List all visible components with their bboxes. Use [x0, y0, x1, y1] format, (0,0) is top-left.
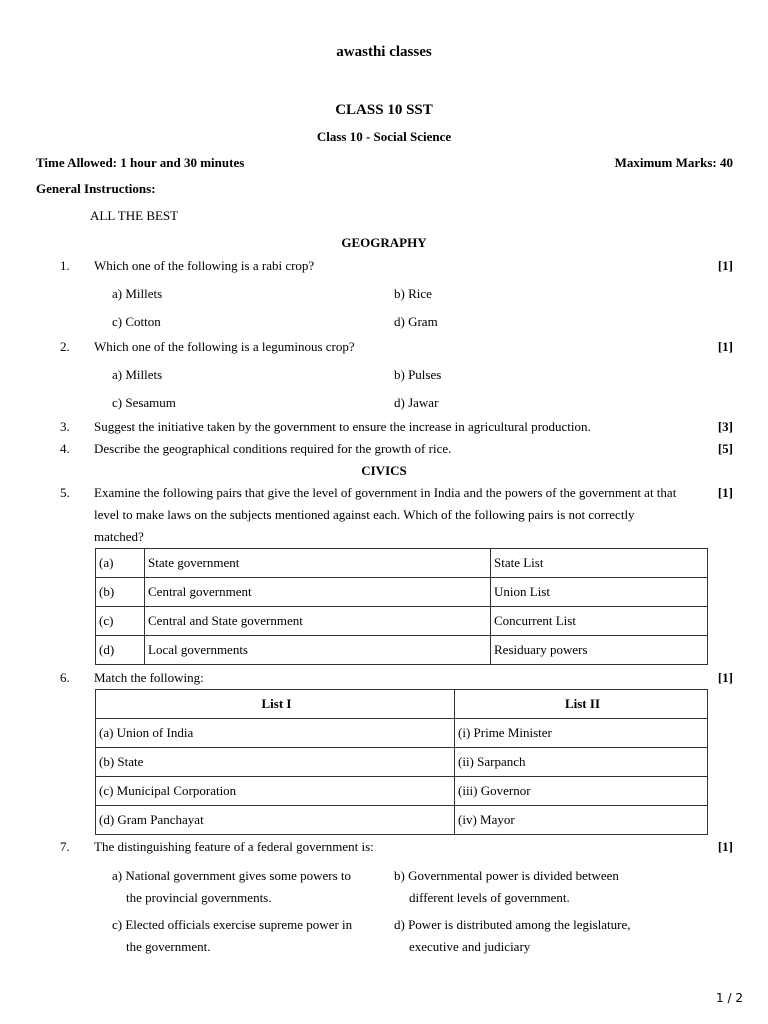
section-civics: CIVICS — [361, 463, 407, 478]
question-marks: [1] — [717, 339, 733, 354]
option-b: b) Pulses — [394, 367, 442, 382]
option-a: a) National government gives some powers to — [112, 868, 351, 883]
option-b: b) Rice — [394, 286, 432, 301]
question-text-line: matched? — [94, 529, 144, 544]
question-number: 6. — [60, 670, 70, 685]
table-cell: (iv) Mayor — [455, 806, 708, 835]
question-text: Match the following: — [94, 670, 204, 685]
table-cell: (d) Gram Panchayat — [96, 806, 455, 835]
table-row — [96, 578, 708, 607]
maximum-marks: Maximum Marks: 40 — [614, 155, 733, 170]
option-d: d) Gram — [394, 314, 438, 329]
table-cell: (b) — [96, 578, 145, 607]
question-marks: [1] — [717, 839, 733, 854]
question-number: 4. — [60, 441, 70, 456]
table-cell: (a) Union of India — [96, 719, 455, 748]
option-d: d) Jawar — [394, 395, 439, 410]
question-marks: [1] — [717, 258, 733, 273]
table-header-row — [96, 690, 708, 719]
option-c: c) Sesamum — [112, 395, 176, 410]
table-cell: Central government — [145, 578, 491, 607]
option-d: d) Power is distributed among the legislature, — [394, 917, 631, 932]
question-marks: [5] — [717, 441, 733, 456]
section-geography: GEOGRAPHY — [341, 235, 427, 250]
table-cell: (a) — [96, 549, 145, 578]
table-cell: State government — [145, 549, 491, 578]
table-row — [96, 719, 708, 748]
table-row — [96, 806, 708, 835]
option-c-continued: the government. — [126, 939, 211, 954]
question-marks: [1] — [717, 670, 733, 685]
table-cell: Local governments — [145, 636, 491, 665]
table-cell: (iii) Governor — [455, 777, 708, 806]
table-header: List I — [96, 690, 455, 719]
option-a: a) Millets — [112, 286, 163, 301]
institute-name: awasthi classes — [336, 44, 432, 60]
table-cell: (d) — [96, 636, 145, 665]
option-b-continued: different levels of government. — [409, 890, 570, 905]
table-cell: Residuary powers — [491, 636, 708, 665]
question-number: 7. — [60, 839, 70, 854]
table-row — [96, 748, 708, 777]
question-number: 1. — [60, 258, 70, 273]
table-cell: (i) Prime Minister — [455, 719, 708, 748]
table-cell: (ii) Sarpanch — [455, 748, 708, 777]
page-subtitle: Class 10 - Social Science — [316, 129, 452, 144]
table-row — [96, 549, 708, 578]
government-powers-table — [95, 548, 708, 665]
question-number: 2. — [60, 339, 70, 354]
option-d-continued: executive and judiciary — [409, 939, 531, 954]
table-row — [96, 777, 708, 806]
option-a-continued: the provincial governments. — [126, 890, 272, 905]
table-cell: (c) Municipal Corporation — [96, 777, 455, 806]
table-cell: State List — [491, 549, 708, 578]
option-c: c) Cotton — [112, 314, 161, 329]
table-cell: (b) State — [96, 748, 455, 777]
question-number: 5. — [60, 485, 70, 500]
question-text: Suggest the initiative taken by the government to ensure the increase in agricultural production. — [94, 419, 591, 434]
question-text: Which one of the following is a leguminous crop? — [94, 339, 355, 354]
option-a: a) Millets — [112, 367, 163, 382]
question-text: Which one of the following is a rabi crop? — [94, 258, 315, 273]
question-text: The distinguishing feature of a federal government is: — [94, 839, 374, 854]
table-cell: (c) — [96, 607, 145, 636]
question-marks: [3] — [717, 419, 733, 434]
instructions-text: ALL THE BEST — [90, 208, 179, 223]
match-table — [95, 689, 708, 835]
table-cell: Central and State government — [145, 607, 491, 636]
table-cell: Concurrent List — [491, 607, 708, 636]
question-text-line: level to make laws on the subjects mentioned against each. Which of the following pairs is not correctly — [94, 507, 635, 522]
page-number: 1 / 2 — [716, 991, 743, 1005]
instructions-label: General Instructions: — [36, 181, 156, 196]
option-b: b) Governmental power is divided between — [394, 868, 619, 883]
table-row — [96, 607, 708, 636]
question-number: 3. — [60, 419, 70, 434]
question-text-line: Examine the following pairs that give the level of government in India and the powers of the government at that — [94, 485, 677, 500]
question-marks: [1] — [717, 485, 733, 500]
question-text: Describe the geographical conditions required for the growth of rice. — [94, 441, 452, 456]
table-header: List II — [455, 690, 708, 719]
table-cell: Union List — [491, 578, 708, 607]
table-row — [96, 636, 708, 665]
time-allowed: Time Allowed: 1 hour and 30 minutes — [36, 155, 245, 170]
option-c: c) Elected officials exercise supreme power in — [112, 917, 353, 932]
page-title: CLASS 10 SST — [335, 102, 433, 118]
